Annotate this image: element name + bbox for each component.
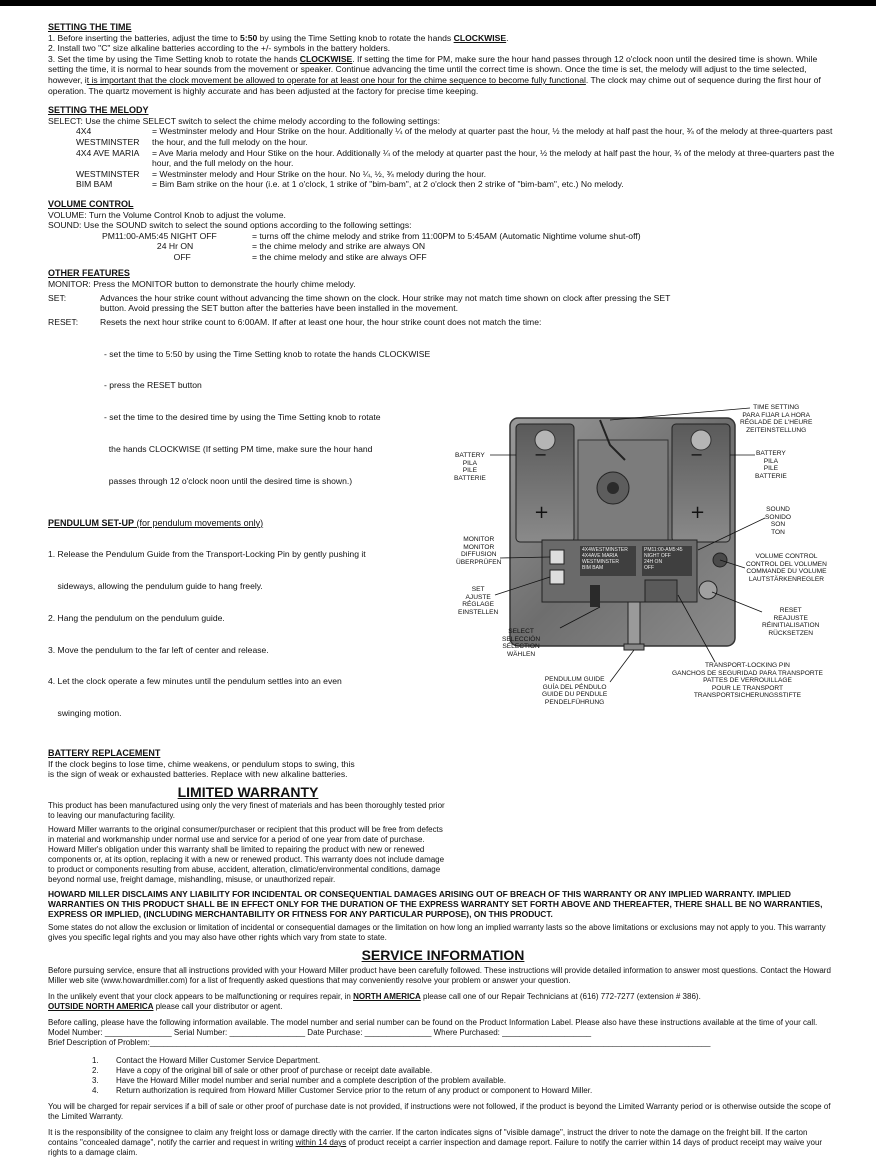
setting-time-heading: SETTING THE TIME (48, 22, 132, 32)
list-item: 2. Have a copy of the original bill of sale or other proof of purchase or receipt date available. (92, 1065, 433, 1075)
battery-right-label: BATTERY PILA PILE BATTERIE (755, 450, 787, 480)
setting-time-step-1: 1. Before inserting the batteries, adjust the time to 5:50 by using the Time Setting knob to rotate the hands CLOCKWISE. (48, 32, 509, 43)
svg-text:−: − (690, 445, 704, 464)
pendulum-steps: 1. Release the Pendulum Guide from the Transport-Locking Pin by gently pushing it sideways, allowing the pendulum guide to hang freely. 2. Hang the pendulum on the pendulum guide. 3. Move the pendulum to the far left of center and release. 4. Let the clock operate a few minutes until the pendulum settles into an even swinging motion. (48, 549, 366, 719)
sound-label: SOUND SONIDO SON TON (765, 506, 792, 536)
list-item: 4. Return authorization is required from Howard Miller Customer Service prior to the return of any product or component to Howard Miller. (92, 1085, 593, 1095)
svg-text:+: + (534, 502, 550, 523)
service-info-form: Before calling, please have the following information available. The model number and serial number can be found on the Product Information Label. Please also have these instructions available at the time of your call. Model Number: _______________ Serial Number: _________________ Date Purchase: _______________ Where Purchased: ____________________ (48, 1017, 818, 1037)
reset-entry: RESET: Resets the next hour strike count to 6:00AM. If after at least one hour, the hour strike count does not match the time: (48, 316, 542, 327)
warranty-title: LIMITED WARRANTY (177, 783, 319, 800)
service-charges: You will be charged for repair services if a bill of sale or other proof of purchase date is not provided, if instructions were not followed, if the product is beyond the Limited Warranty period or is otherwise outside the scope of the Limited Warranty. (48, 1101, 831, 1121)
pendulum-guide-label: PENDULUM GUIDE GUÍA DEL PÉNDULO GUIDE DU PENDULE PENDELFÜHRUNG (542, 676, 608, 706)
volume-line: VOLUME: Turn the Volume Control Knob to adjust the volume. (48, 209, 286, 220)
warranty-disclaimer: HOWARD MILLER DISCLAIMS ANY LIABILITY FOR INCIDENTAL OR CONSEQUENTIAL DAMAGES ARISING OUT OF BREACH OF THIS WARRANTY OR ANY IMPLIED WARRANTY. IMPLIED WARRANTIES ON THIS PRODUCT SHALL BE IN EFFECT ONLY FOR THE DURATION OF THE EXPRESS WARRANTY SET FORTH ABOVE AND THEREAFTER, THERE SHALL BE NO WARRANTIES, EXPRESS OR IMPLIED, (INCLUDING MERCHANTABILITY OR FITNESS FOR ANY PARTICULAR PURPOSE), ON THIS PRODUCT. (48, 889, 823, 920)
battery-heading: BATTERY REPLACEMENT (48, 748, 161, 758)
transport-locking-pin-label: TRANSPORT-LOCKING PIN GANCHOS DE SEGURIDAD PARA TRANSPORTE PATTES DE VERROUILLAGE POUR LE TRANSPORT TRANSPORTSICHERUNGSSTIFTE (672, 662, 823, 700)
freight-claim: It is the responsibility of the consignee to claim any freight loss or damage directly with the carrier. If the carton indicates signs of "visible damage", instruct the driver to note the damage on the freight bill. If the carton contains "concealed damage", notify the carrier and request in writing within 14 days of product receipt a carrier inspection and damage report. Failure to notify the carrier within 14 days of product receipt may waive your rights to a damage claim. (48, 1127, 823, 1157)
service-title: SERVICE INFORMATION (361, 947, 525, 964)
reset-steps: - set the time to 5:50 by using the Time Setting knob to rotate the hands CLOCKWISE - press the RESET button - set the time to the desired time by using the Time Setting knob to rotate the hands CLOCKWISE (If setting PM time, make sure the hour hand passes through 12 o'clock noon until the desired time is shown.) (104, 348, 431, 486)
service-intro: Before pursuing service, ensure that all instructions provided with your Howard Miller product have been carefully followed. These instructions will provide detailed information to answer most questions. Contact the Howard Miller web site (www.howardmiller.com) for a list of frequently asked questions that may conveniently resolve your problem or answer your question. (48, 965, 831, 985)
other-features-heading: OTHER FEATURES (48, 268, 130, 279)
time-setting-label: TIME SETTING PARA FIJAR LA HORA RÉGLADE DE L'HEURE ZEITEINSTELLUNG (740, 404, 813, 434)
list-item: 1. Contact the Howard Miller Customer Service Department. (92, 1055, 321, 1065)
service-steps (48, 1056, 838, 1096)
monitor-line: MONITOR: Press the MONITOR button to demonstrate the hourly chime melody. (48, 279, 356, 290)
movement-diagram (450, 400, 830, 720)
top-border (0, 0, 876, 6)
setting-time-step-2: 2. Install two "C" size alkaline batteries according to the +/- symbols in the battery holders. (48, 43, 391, 54)
warranty-intro: This product has been manufactured using only the very finest of materials and has been thoroughly tested prior to leaving our manufacturing facility. (48, 801, 445, 821)
sound-option: 24 Hr ON = the chime melody and strike are always ON (102, 241, 426, 252)
battery-left-label: BATTERY PILA PILE BATTERIE (454, 452, 486, 482)
warranty-body: Howard Miller warrants to the original consumer/purchaser or recipient that this product will be free from defects in material and workmanship under normal use and service for a period of one year from date of purchase. Howard Miller's obligation under this warranty shall be limited to repairing the product with new or renewed components or, at its option, replacing it with a new or renewed product. This warranty does not include damage to product or components resulting from abuse, accident, alteration, climatic/environmental conditions, damage beyond normal use, freight damage, mishandling, misuse, or unauthorized repair. (48, 825, 445, 885)
reset-label: RESET REAJUSTE RÉINITIALISATION RÜCKSETZEN (762, 607, 820, 637)
service-repair: In the unlikely event that your clock appears to be malfunctioning or requires repair, in NORTH AMERICA please call one of our Repair Technicians at (616) 772-7277 (extension # 386). OUTSIDE NORTH AMERICA please call your distributor or agent. (48, 991, 701, 1011)
melody-list (48, 126, 838, 190)
sound-option: PM11:00-AM5:45 NIGHT OFF = turns off the chime melody and strike from 11:00PM to 5:45AM (Automatic Nightime volume shut-off) (102, 230, 641, 241)
volume-control-label: VOLUME CONTROL CONTROL DEL VOLUMEN COMMANDE DU VOLUME LAUTSTÄRKENREGLER (746, 553, 827, 583)
melody-item: WESTMINSTER = Westminster melody and Hour Strike on the hour. No ¼, ½, ¾ melody during the hour. (76, 168, 486, 179)
melody-intro: SELECT: Use the chime SELECT switch to select the chime melody according to the following settings: (48, 115, 440, 126)
volume-heading: VOLUME CONTROL (48, 198, 134, 209)
set-entry: SET: Advances the hour strike count without advancing the time shown on the clock. Hour strike may not match time shown on clock after pressing the SET button. Avoid pressing the SET button after the batteries have been installed in the movement. (48, 292, 671, 314)
setting-time-step-3: 3. Set the time by using the Time Setting knob to rotate the hands CLOCKWISE. If setting the time for PM, make sure the hour hand passes through 12 o'clock noon until the desired time is shown. While setting the time, it is normal to hear sounds from the movement or speaker. Continue advancing the time until the correct time is shown. Once the time is set, the melody will adjust to the time selected, however, it is important that the clock movement be allowed to operate for at least one hour for the chime sequence to become fully functional. The clock may chime out of sequence during the first hour of operation. The quartz movement is highly accurate and has been adjusted at the factory for precise time keeping. (48, 53, 821, 96)
problem-description-field: Brief Description of Problem:______________________________________________________________________________________________________________________________ (48, 1037, 711, 1047)
warranty-states: Some states do not allow the exclusion or limitation of incidental or consequential damages or the limitation on how long an implied warranty lasts so the above limitations or exclusions may not apply to you. This warranty gives you specific legal rights and you may also have other rights which vary from state to state. (48, 923, 826, 943)
svg-text:−: − (534, 445, 548, 464)
pendulum-heading: PENDULUM SET-UP (for pendulum movements only) (48, 517, 264, 528)
set-label: SET AJUSTE RÉGLAGE EINSTELLEN (458, 586, 499, 616)
list-item: 3. Have the Howard Miller model number and serial number and a complete description of the problem available. (92, 1075, 506, 1085)
melody-item: 4X4 WESTMINSTER = Westminster melody and Hour Strike on the hour. Additionally ¼ of the melody at quarter past the hour, ½ the melody at half past the hour, ¾ of the melody at three-quarters past the hour, and the full melody on the hour. (76, 126, 833, 147)
left-column (48, 518, 448, 886)
monitor-label: MONITOR MONITOR DIFFUSION ÜBERPRÜFEN (456, 536, 502, 566)
select-label: SELECT SELECCIÓN SÉLECTION WÄHLEN (502, 628, 541, 658)
melody-item: BIM BAM = Bim Bam strike on the hour (i.e. at 1 o'clock, 1 strike of "bim-bam", at 2 o'clock then 2 strike of "bim-bam", etc.) No melody. (76, 179, 624, 190)
sound-line: SOUND: Use the SOUND switch to select the sound options according to the following settings: (48, 220, 412, 231)
melody-heading: SETTING THE MELODY (48, 105, 149, 116)
battery-line: is the sign of weak or exhausted batteries. Replace with new alkaline batteries. (48, 769, 348, 780)
chime-switch-panel: 4X4WESTMINSTER 4X4AVE MARIA WESTMINSTER BIM BAM (582, 547, 628, 571)
battery-line: If the clock begins to lose time, chime weakens, or pendulum stops to swing, this (48, 758, 355, 769)
melody-item: 4X4 AVE MARIA = Ave Maria melody and Hour Stike on the hour. Additionally ¼ of the melody at quarter past the hour, ½ the melody at half past the hour, ¾ of the melody at three-quarters past the hour, and the full melody on the hour. (76, 147, 835, 169)
sound-option: OFF = the chime melody and stike are always OFF (102, 251, 427, 262)
svg-text:+: + (690, 502, 706, 523)
sound-options (48, 231, 838, 263)
sound-switch-panel: PM11:00-AM5:45 NIGHT OFF 24H ON OFF (644, 547, 683, 571)
